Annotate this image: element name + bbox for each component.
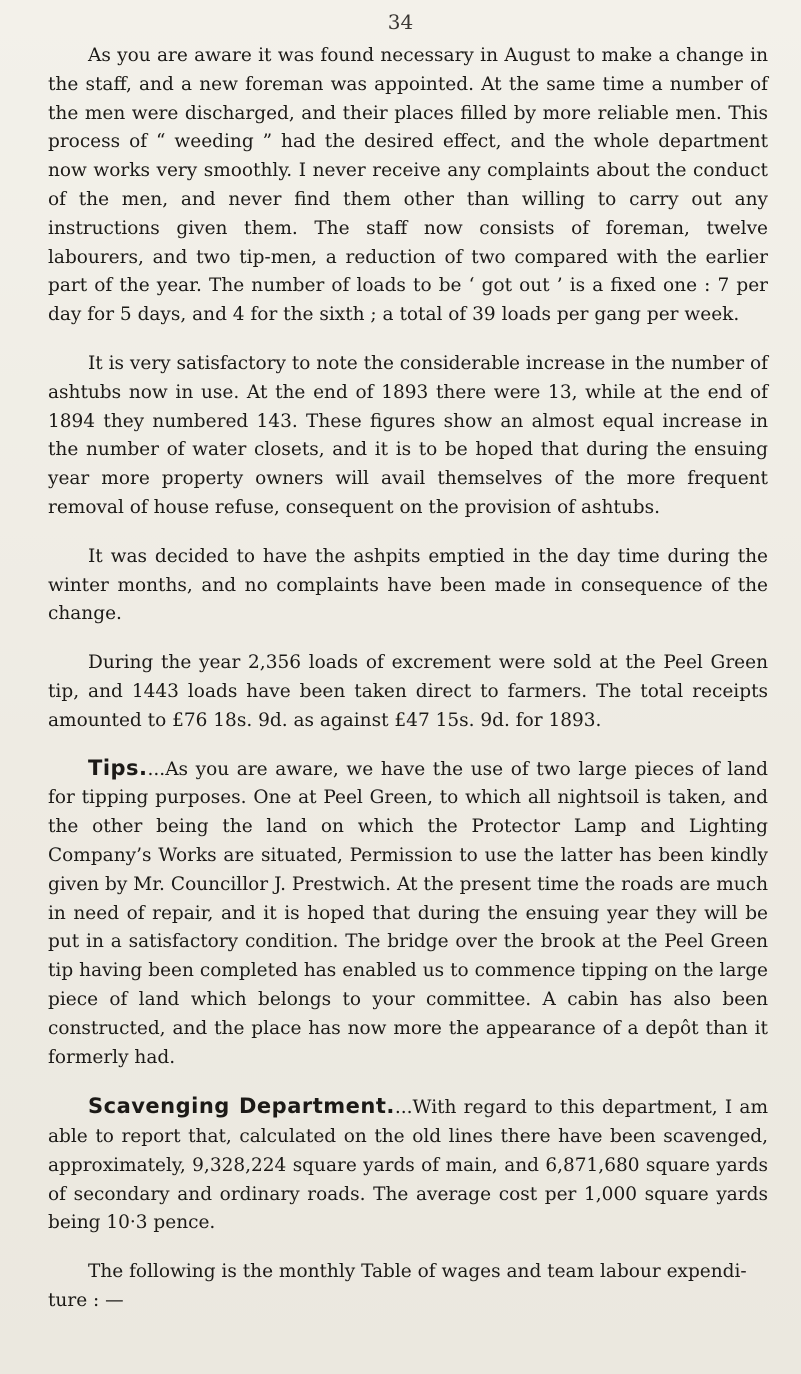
paragraph-tips — [48, 754, 768, 1073]
paragraph-ashpits: It was decided to have the ashpits emptied in the day time during the winter months, and no complaints have been made in consequence of the change. — [48, 545, 768, 625]
paragraph-ashtubs: It is very satisfactory to note the considerable increase in the number of ashtubs now in use. At the end of 1893 there were 13, while at the end of 1894 they numbered 143. These figures show an almost equal increase in the number of water closets, and it is to be hoped that during the ensuing year more property owners will avail themselves of the more frequent removal of house refuse, consequent on the provision of ashtubs. — [48, 352, 768, 518]
tips-text: ...As you are aware, we have the use of two large pieces of land for tipping purposes. One at Peel Green, to which all nightsoil is taken, and the other being the land on which the Protector Lamp and Lighting Company’s Works are situated, Permission to use the latter has been kindly given by Mr. Councillor J. Prestwich. At the present time the roads are much in need of repair, and it is hoped that during the ensuing year they will be put in a satisfactory condition. The bridge over the brook at the Peel Green tip having been completed has enabled us to commence tipping on the large piece of land which belongs to your committee. A cabin has also been constructed, and the place has now more the appearance of a depôt than it formerly had. — [48, 758, 768, 1068]
paragraph-staff: As you are aware it was found necessary in August to make a change in the staff, and a new foreman was appointed. At the same time a number of the men were discharged, and their places filled by more reliable men. This process of “ weeding ” had the desired effect, and the whole department now works very smoothly. I never receive any complaints about the conduct of the men, and never find them other than willing to carry out any instructions given them. The staff now consists of foreman, twelve labourers, and two tip-men, a reduction of two compared with the earlier part of the year. The number of loads to be ‘ got out ’ is a fixed one : 7 per day for 5 days, and 4 for the sixth ; a total of 39 loads per gang per week. — [48, 45, 768, 326]
scavenging-heading: Scavenging Department. — [88, 1094, 395, 1119]
page-number: 34 — [387, 10, 414, 34]
paragraph-closing: The following is the monthly Table of wages and team labour expendi- — [88, 1261, 747, 1283]
paragraph-scavenging — [48, 1092, 768, 1238]
report-body — [48, 42, 768, 1316]
tips-heading: Tips. — [88, 755, 148, 780]
paragraph-loads: During the year 2,356 loads of excrement were sold at the Peel Green tip, and 1443 loads have been taken direct to farmers. The total receipts amounted to £76 18s. 9d. as against £47 15s. 9d. for 1893. — [48, 652, 768, 731]
scavenging-text: ...With regard to this department, I am able to report that, calculated on the old lines there have been scavenged, approximately, 9,328,224 square yards of main, and 6,871,680 square yards of secondary and ordinary roads. The average cost per 1,000 square yards being 10·3 pence. — [48, 1097, 768, 1234]
paragraph-closing-continuation: ture : — — [48, 1290, 124, 1312]
